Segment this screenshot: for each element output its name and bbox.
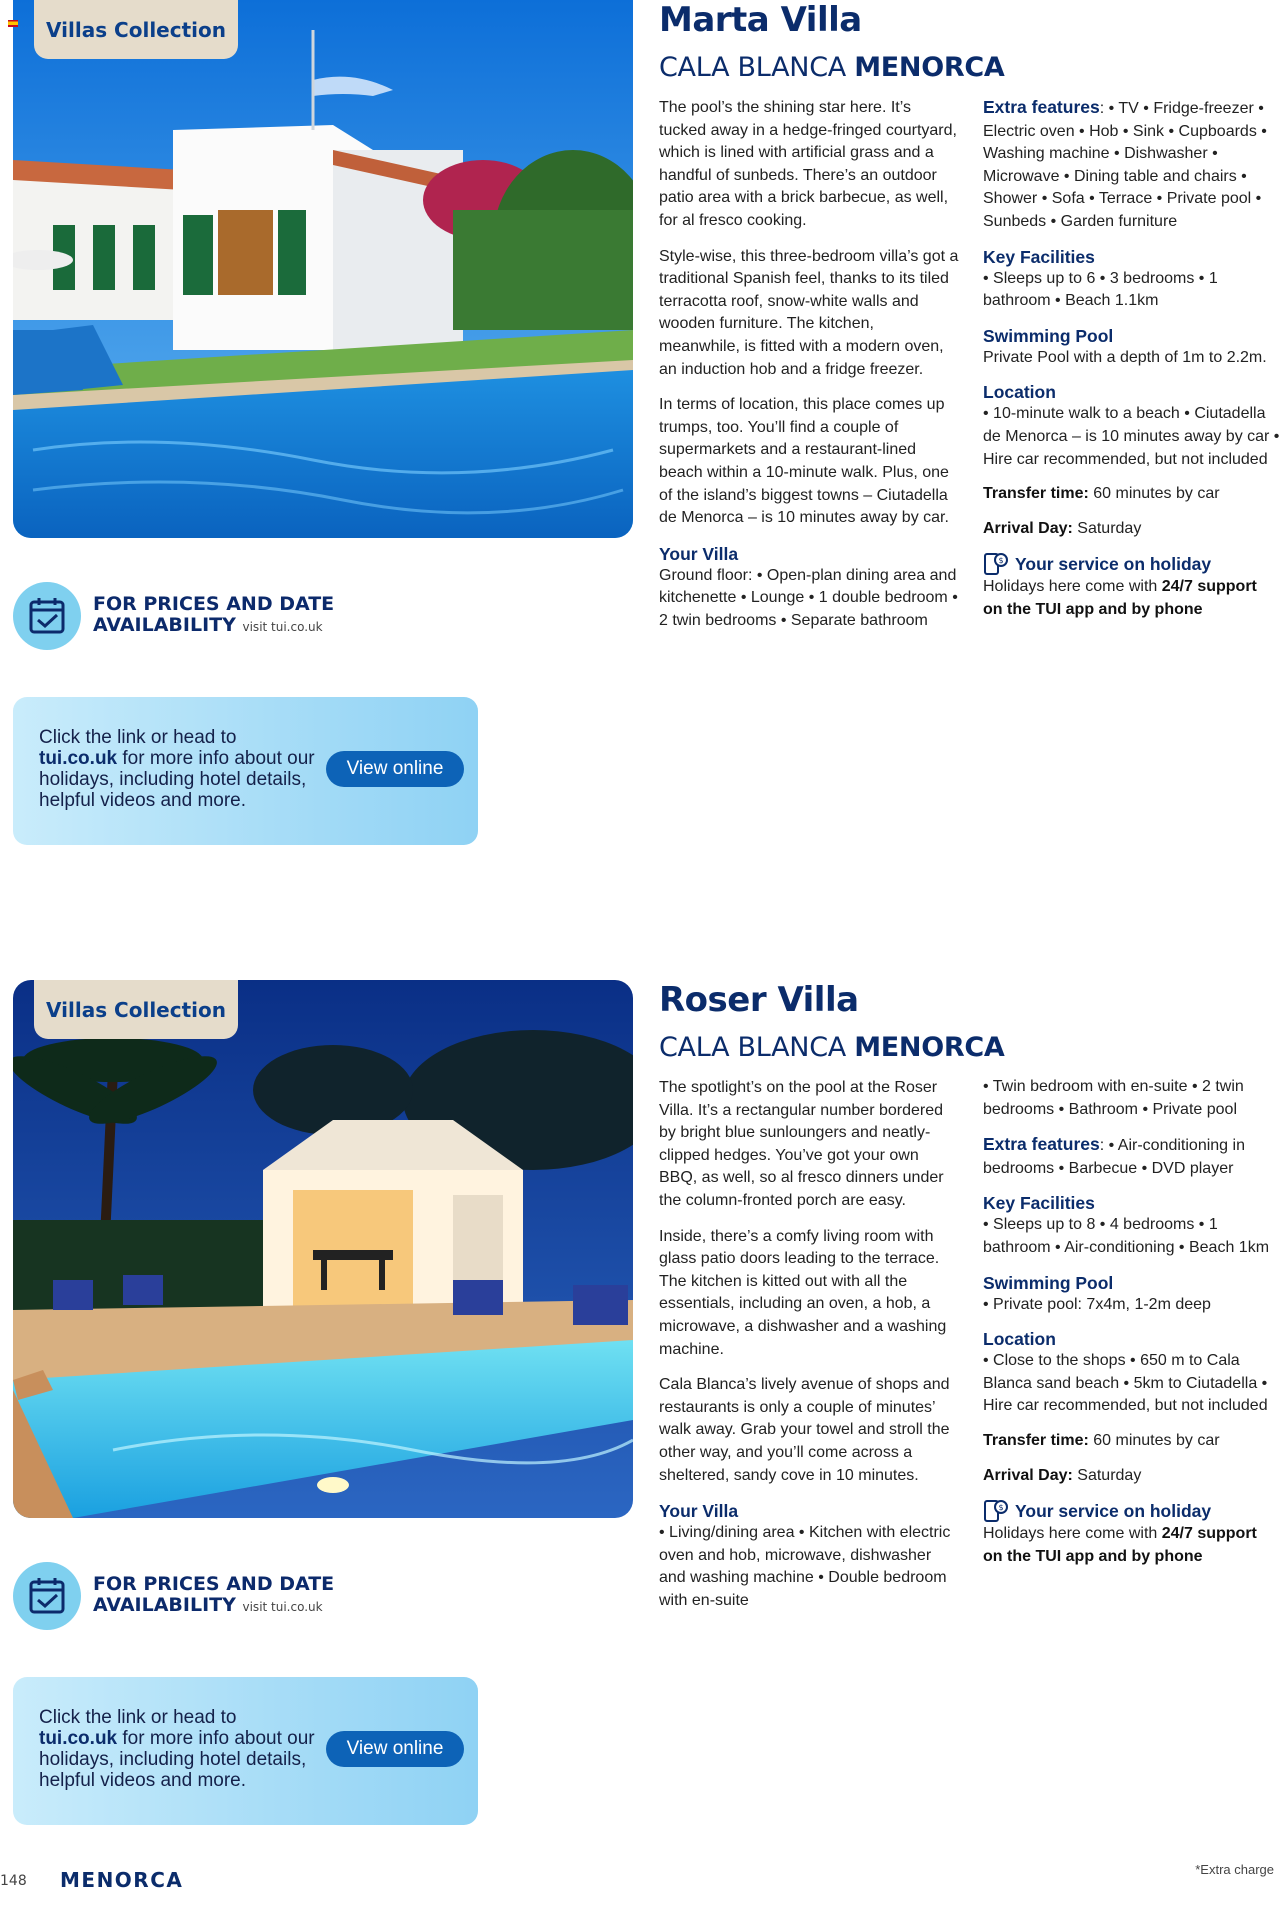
footer-destination: MENORCA	[60, 1868, 184, 1892]
key-facilities-title: Key Facilities	[983, 1193, 1095, 1214]
service-title: Your service on holiday	[1015, 1500, 1212, 1521]
extra-features-text: : • TV • Fridge-freezer • Electric oven • Hob • Sink • Cupboards • Washing machine • Dishwasher • Microwave • Dining table and chairs • Shower • Sofa • Terrace • Private pool • Sunbeds • Garden furniture	[983, 100, 1267, 230]
transfer-text: 60 minutes by car	[1088, 485, 1220, 503]
location-region: MENORCA	[854, 52, 1005, 83]
key-facilities-text: • Sleeps up to 8 • 4 bedrooms • 1 bathroom • Air-conditioning • Beach 1km	[983, 1216, 1270, 1256]
location-title: Location	[983, 1329, 1056, 1350]
spain-flag-icon	[8, 20, 18, 27]
villa-name: Marta Villa	[659, 0, 862, 40]
calendar-check-icon	[13, 1562, 81, 1630]
arrival-text: Saturday	[1072, 519, 1142, 537]
villa-listing-roser	[0, 980, 1280, 1920]
footer-extra-charge-note: *Extra charge	[1195, 1862, 1274, 1877]
service-bold: 24/7 support on the TUI app and by phone	[983, 578, 1257, 618]
collection-badge: Villas Collection	[34, 0, 238, 59]
transfer-label: Transfer time:	[983, 485, 1089, 503]
view-online-banner	[13, 1677, 478, 1825]
service-title: Your service on holiday	[1015, 554, 1212, 575]
villa-listing-marta	[0, 0, 1280, 940]
villa-location-heading	[659, 1032, 1004, 1063]
online-info-text	[39, 1707, 339, 1791]
page-number: 148	[0, 1873, 27, 1889]
description-paragraph: Inside, there’s a comfy living room with glass patio doors leading to the terrace. The kitchen is kitted out with all the essentials, including an oven, a hob, a microwave, a dishwasher and a washing machine.	[659, 1227, 947, 1358]
description-paragraph: The spotlight’s on the pool at the Roser Villa. It’s a rectangular number bordered by bright blue sunloungers and neatly-clipped hedges. You’ve got your own BBQ, as well, so al fresco dinners under the column-fronted porch are easy.	[659, 1079, 944, 1209]
location-title: Location	[983, 382, 1056, 403]
description-paragraph: The pool’s the shining star here. It’s tucked away in a hedge-fringed courtyard, which is lined with artificial grass and a handful of sunbeds. There’s an outdoor patio area with a brick barbecue, as well, for al fresco cooking.	[659, 99, 957, 229]
phone-support-icon	[983, 1499, 1009, 1523]
calendar-check-icon	[13, 582, 81, 650]
arrival-label: Arrival Day:	[983, 1466, 1073, 1484]
arrival-label: Arrival Day:	[983, 519, 1073, 537]
key-facilities-title: Key Facilities	[983, 246, 1095, 267]
location-area: CALA BLANCA	[659, 52, 846, 83]
online-site-link[interactable]: tui.co.uk	[39, 748, 118, 769]
online-pre: Click the link or head to	[39, 727, 237, 748]
location-text: • Close to the shops • 650 m to Cala Blanca sand beach • 5km to Ciutadella • Hire car recommended, but not included	[983, 1352, 1268, 1415]
your-villa-title: Your Villa	[659, 1501, 739, 1522]
prices-visit: visit tui.co.uk	[242, 620, 323, 634]
extra-features-label: Extra features	[983, 1134, 1100, 1155]
villa-photo-image	[13, 0, 633, 538]
online-rest: for more info about our holidays, including hotel details, helpful videos and more.	[39, 748, 315, 811]
service-bold: 24/7 support on the TUI app and by phone	[983, 1525, 1257, 1565]
key-facilities-text: • Sleeps up to 6 • 3 bedrooms • 1 bathroom • Beach 1.1km	[983, 269, 1218, 310]
online-site-link[interactable]: tui.co.uk	[39, 1728, 118, 1749]
service-pre: Holidays here come with	[983, 578, 1162, 596]
features-column	[983, 96, 1280, 622]
prices-line1: FOR PRICES AND DATE	[93, 1573, 335, 1595]
villa-name: Roser Villa	[659, 980, 859, 1020]
arrival-text: Saturday	[1072, 1466, 1142, 1484]
swimming-pool-text: Private Pool with a depth of 1m to 2.2m.	[983, 348, 1267, 366]
service-pre: Holidays here come with	[983, 1525, 1162, 1543]
prices-availability[interactable]	[13, 582, 453, 650]
description-column	[659, 97, 959, 632]
view-online-button[interactable]: View online	[326, 751, 464, 787]
villa-photo	[13, 980, 633, 1518]
description-paragraph: Cala Blanca’s lively avenue of shops and restaurants is only a couple of minutes’ walk away. Grab your towel and stroll the other way, and you’ll come across a sheltered, sandy cove in 10 minutes.	[659, 1376, 950, 1484]
view-online-banner	[13, 697, 478, 845]
swimming-pool-text: • Private pool: 7x4m, 1-2m deep	[983, 1295, 1211, 1313]
description-paragraph: In terms of location, this place comes up trumps, too. You’ll find a couple of supermarkets and a restaurant-lined beach within a 10-minute walk. Plus, one of the island’s biggest towns – Ciutadella de Menorca – is 10 minutes away by car.	[659, 396, 949, 527]
prices-visit: visit tui.co.uk	[242, 1600, 323, 1614]
phone-support-icon	[983, 552, 1009, 576]
prices-availability[interactable]	[13, 1562, 453, 1630]
transfer-text: 60 minutes by car	[1088, 1431, 1220, 1449]
swimming-pool-title: Swimming Pool	[983, 325, 1114, 346]
location-text: • 10-minute walk to a beach • Ciutadella de Menorca – is 10 minutes away by car • Hire car recommended, but not included	[983, 405, 1280, 468]
online-rest: for more info about our holidays, including hotel details, helpful videos and more.	[39, 1728, 315, 1791]
swimming-pool-title: Swimming Pool	[983, 1272, 1114, 1293]
extra-features-label: Extra features	[983, 97, 1100, 117]
online-pre: Click the link or head to	[39, 1707, 237, 1728]
your-villa-text: Ground floor: • Open-plan dining area and kitchenette • Lounge • 1 double bedroom • 2 twin bedrooms • Separate bathroom	[659, 566, 958, 629]
extra-features-text: : • Air-conditioning in bedrooms • Barbecue • DVD player	[983, 1137, 1245, 1177]
transfer-label: Transfer time:	[983, 1431, 1089, 1449]
svg-text:$: $	[998, 1503, 1004, 1513]
your-villa-continued: • Twin bedroom with en-suite • 2 twin bedrooms • Bathroom • Private pool	[983, 1078, 1244, 1118]
your-villa-text: • Living/dining area • Kitchen with electric oven and hob, microwave, dishwasher and washing machine • Double bedroom with en-suite	[659, 1524, 951, 1609]
description-column	[659, 1077, 959, 1612]
online-info-text	[39, 727, 339, 811]
villa-photo-image	[13, 980, 633, 1518]
location-region: MENORCA	[854, 1032, 1005, 1063]
villa-location-heading	[659, 52, 1004, 83]
svg-text:$: $	[998, 556, 1004, 566]
collection-badge: Villas Collection	[34, 980, 238, 1039]
prices-line1: FOR PRICES AND DATE	[93, 593, 335, 615]
your-villa-title: Your Villa	[659, 543, 739, 564]
view-online-button[interactable]: View online	[326, 1731, 464, 1767]
features-column	[983, 1076, 1280, 1568]
prices-line2: AVAILABILITY	[93, 1594, 236, 1616]
villa-photo	[13, 0, 633, 538]
prices-line2: AVAILABILITY	[93, 614, 236, 636]
location-area: CALA BLANCA	[659, 1032, 846, 1063]
description-paragraph: Style-wise, this three-bedroom villa’s got a traditional Spanish feel, thanks to its tiled terracotta roof, snow-white walls and wooden furniture. The kitchen, meanwhile, is fitted with a modern oven, an induction hob and a fridge freezer.	[659, 247, 959, 378]
